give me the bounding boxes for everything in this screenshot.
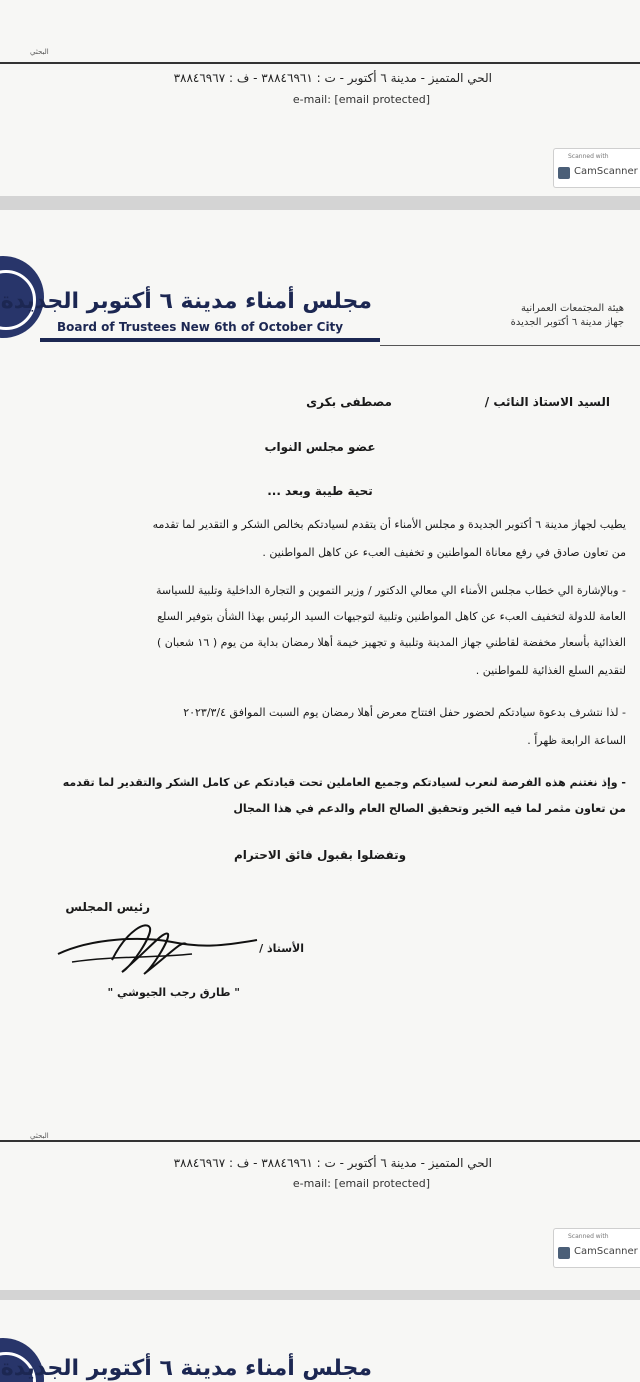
camscanner-badge xyxy=(553,1228,640,1268)
corner-label: البحثي xyxy=(30,48,49,56)
camscanner-logo-icon xyxy=(558,167,570,179)
header-title-ar: مجلس أمناء مدينة ٦ أكتوبر الجديدة xyxy=(0,1356,372,1381)
chairman-title: رئيس المجلس xyxy=(65,900,150,914)
header-title-en: Board of Trustees New 6th of October City xyxy=(57,320,344,334)
corner-label: البحثي xyxy=(30,1132,49,1140)
badge-title: Scanned with xyxy=(568,1233,609,1240)
addressee-label: السيد الاستاذ النائب / xyxy=(484,395,610,409)
para3-line2: الساعة الرابعة ظهراً . xyxy=(527,734,626,747)
authority-line-2: جهاز مدينة ٦ أكتوبر الجديدة xyxy=(510,317,624,328)
para2-line1: - وبالإشارة الي خطاب مجلس الأمناء الي معالي الدكتور / وزير التموين و التجارة الداخلية وتلبية للسياسة xyxy=(155,584,626,597)
camscanner-badge xyxy=(553,148,640,188)
para3-line1: - لذا نتشرف بدعوة سيادتكم لحضور حفل افتتاح معرض أهلا رمضان يوم السبت الموافق ٢٠٢٣/٣/٤ xyxy=(183,706,626,719)
authority-line-1: هيئة المجتمعات العمرانية xyxy=(520,303,624,314)
handwritten-signature xyxy=(52,910,292,990)
para1-line2: من تعاون صادق في رفع معاناة المواطنين و تخفيف العبء عن كاهل المواطنين . xyxy=(262,546,626,559)
greeting: تحية طيبة وبعد ... xyxy=(267,484,373,498)
header-rule xyxy=(40,338,380,342)
addressee-role: عضو مجلس النواب xyxy=(264,440,376,454)
para2-line4: لتقديم السلع الغذائية للمواطنين . xyxy=(475,664,626,677)
footer-email: e-mail: [email protected] xyxy=(292,93,430,106)
next-page-fragment xyxy=(0,1300,640,1382)
previous-page-fragment xyxy=(0,0,640,196)
addressee-name: مصطفى بكرى xyxy=(306,395,392,409)
footer-divider xyxy=(0,1140,640,1142)
footer-divider xyxy=(0,62,640,64)
para2-line2: العامة للدولة لتخفيف العبء عن كاهل المواطنين وتلبية لتوجيهات السيد الرئيس بهذا الشأن بتوفير السلع xyxy=(157,610,626,623)
footer-email: e-mail: [email protected] xyxy=(292,1177,430,1190)
para4-line1: - وإذ نغتنم هذه الفرصة لنعرب لسيادتكم وجميع العاملين تحت قيادتكم عن كامل الشكر والتقدير لما تقدمه xyxy=(62,776,626,789)
para4-line2: من تعاون مثمر لما فيه الخير وتحقيق الصالح العام والدعم في هذا المجال xyxy=(233,802,626,815)
header-rule-thin xyxy=(380,345,640,346)
badge-name: CamScanner xyxy=(574,1246,638,1257)
letter-page xyxy=(0,210,640,1290)
footer-address: الحي المتميز - مدينة ٦ أكتوبر - ت : ٣٨٨٤٦٩٦١ - ف : ٣٨٨٤٦٩٦٧ xyxy=(173,1156,492,1170)
camscanner-logo-icon xyxy=(558,1247,570,1259)
closing-line: وتفضلوا بقبول فائق الاحترام xyxy=(233,848,407,862)
professor-label: الأستاذ / xyxy=(259,942,304,955)
footer-address: الحي المتميز - مدينة ٦ أكتوبر - ت : ٣٨٨٤٦٩٦١ - ف : ٣٨٨٤٦٩٦٧ xyxy=(173,71,492,85)
badge-title: Scanned with xyxy=(568,153,609,160)
para1-line1: يطيب لجهاز مدينة ٦ أكتوبر الجديدة و مجلس الأمناء أن يتقدم لسيادتكم بخالص الشكر و التقدير لما تقدمه xyxy=(152,518,626,531)
badge-name: CamScanner xyxy=(574,166,638,177)
chairman-name: " طارق رجب الجيوشي " xyxy=(107,986,240,999)
para2-line3: الغذائية بأسعار مخفضة لقاطني جهاز المدينة وتلبية و تجهيز خيمة أهلا رمضان بداية من يوم ( ١٦ شعبان ) xyxy=(156,636,626,649)
header-title-ar: مجلس أمناء مدينة ٦ أكتوبر الجديدة xyxy=(0,289,372,314)
